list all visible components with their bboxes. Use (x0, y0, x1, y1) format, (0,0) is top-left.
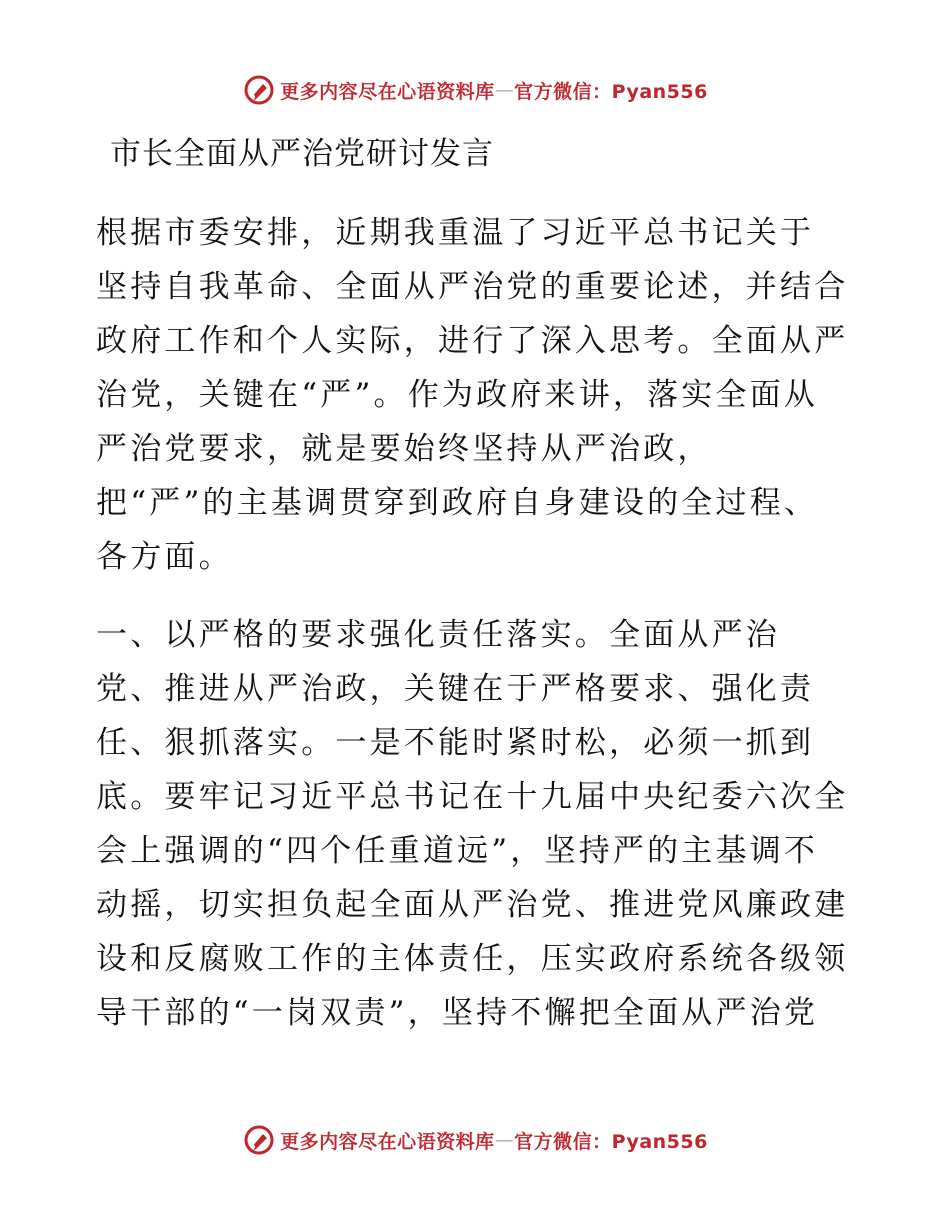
banner-separator: — (494, 1129, 515, 1151)
header-watermark-banner (0, 70, 950, 110)
footer-watermark-banner (0, 1120, 950, 1160)
paragraph-section-one: 一、以严格的要求强化责任落实。全面从严治 党、推进从严治政，关键在于严格要求、强化责 任、狠抓落实。一是不能时紧时松，必须一抓到 底。要牢记习近平总书记在十九届中央纪委六次全 会上强调的“四个任重道远”，坚持严的主基调不 动摇，切实担负起全面从严治党、推进党风廉政建 设和反腐败工作的主体责任，压实政府系统各级领 导干部的“一岗双责”，坚持不懈把全面从严治党 (96, 617, 849, 1031)
banner-site-text: 更多内容尽在心语资料库 (280, 1130, 495, 1153)
paragraph-intro: 根据市委安排，近期我重温了习近平总书记关于 坚持自我革命、全面从严治党的重要论述，并结合 政府工作和个人实际，进行了深入思考。全面从严 治党，关键在“严”。作为政府来讲，落实全面从 严治党要求，就是要始终坚持从严治政， 把“严”的主基调贯穿到政府自身建设的全过程、 各方面。 (96, 215, 849, 575)
pen-nib-logo-icon (242, 1123, 276, 1157)
banner-contact-text: 官方微信：Pyan556 (514, 80, 708, 103)
banner-site-text: 更多内容尽在心语资料库 (280, 80, 495, 103)
banner-separator: — (494, 79, 515, 101)
banner-contact-text: 官方微信：Pyan556 (514, 1130, 708, 1153)
document-title: 市长全面从严治党研讨发言 (110, 136, 494, 172)
document-body (96, 120, 856, 1040)
pen-nib-logo-icon (242, 73, 276, 107)
